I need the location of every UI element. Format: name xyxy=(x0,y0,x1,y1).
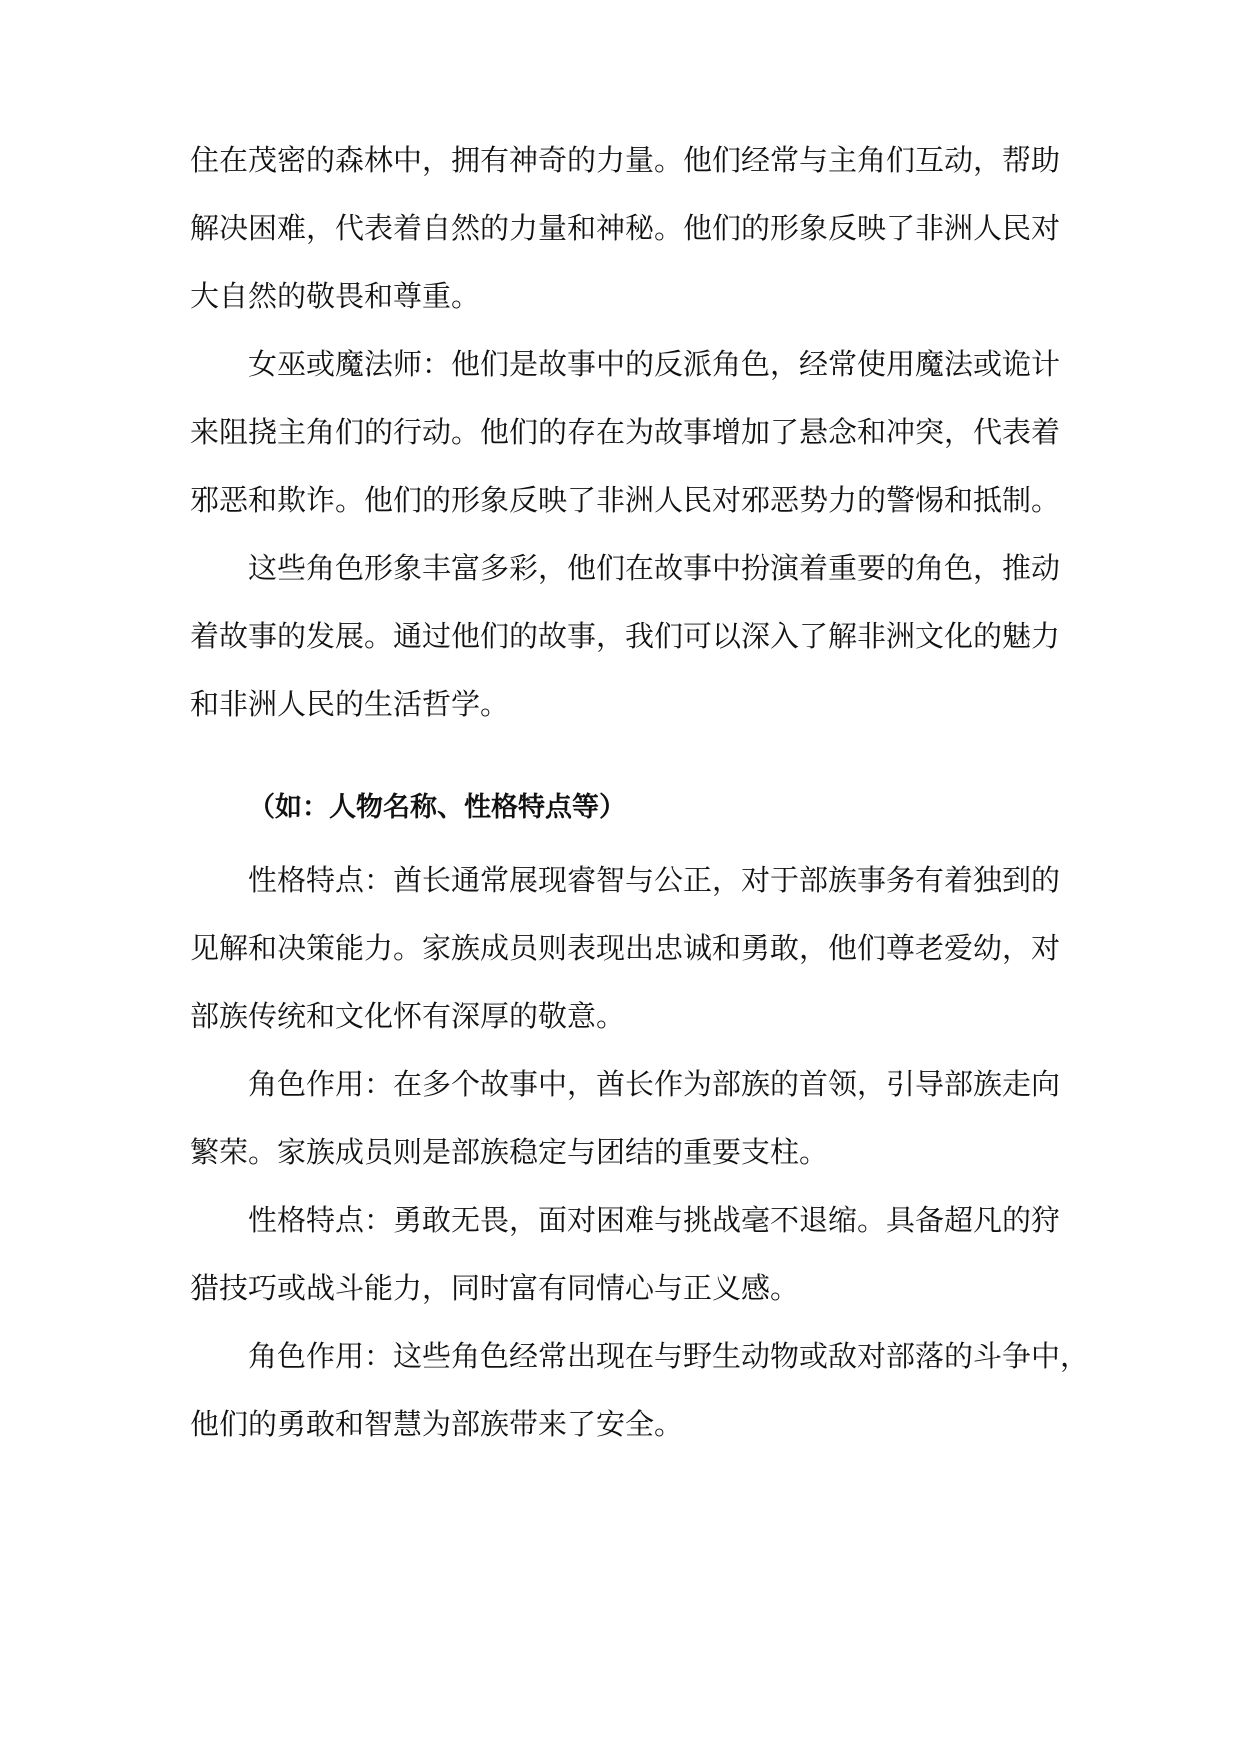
paragraph-line: 性格特点：酋长通常展现睿智与公正，对于部族事务有着独到的 xyxy=(248,863,1061,897)
paragraph-line: 解决困难，代表着自然的力量和神秘。他们的形象反映了非洲人民对 xyxy=(190,211,1061,245)
paragraph-line: 性格特点：勇敢无畏，面对困难与挑战毫不退缩。具备超凡的狩 xyxy=(248,1203,1061,1237)
paragraph-line: 角色作用：这些角色经常出现在与野生动物或敌对部落的斗争中， xyxy=(248,1339,1090,1373)
section-heading: （如：人物名称、性格特点等） xyxy=(248,792,626,823)
paragraph-line: 这些角色形象丰富多彩，他们在故事中扮演着重要的角色，推动 xyxy=(248,551,1061,585)
paragraph-line: 他们的勇敢和智慧为部族带来了安全。 xyxy=(190,1407,684,1441)
paragraph-line: 部族传统和文化怀有深厚的敬意。 xyxy=(190,999,626,1033)
paragraph-line: 猎技巧或战斗能力，同时富有同情心与正义感。 xyxy=(190,1271,800,1305)
paragraph-line: 来阻挠主角们的行动。他们的存在为故事增加了悬念和冲突，代表着 xyxy=(190,415,1061,449)
paragraph-line: 着故事的发展。通过他们的故事，我们可以深入了解非洲文化的魅力 xyxy=(190,619,1061,653)
paragraph-line: 见解和决策能力。家族成员则表现出忠诚和勇敢，他们尊老爱幼，对 xyxy=(190,931,1061,965)
paragraph-line: 繁荣。家族成员则是部族稳定与团结的重要支柱。 xyxy=(190,1135,829,1169)
paragraph-line: 和非洲人民的生活哲学。 xyxy=(190,687,510,721)
paragraph-line: 住在茂密的森林中，拥有神奇的力量。他们经常与主角们互动，帮助 xyxy=(190,143,1061,177)
paragraph-line: 邪恶和欺诈。他们的形象反映了非洲人民对邪恶势力的警惕和抵制。 xyxy=(190,483,1061,517)
paragraph-line: 大自然的敬畏和尊重。 xyxy=(190,279,481,313)
paragraph-line: 角色作用：在多个故事中，酋长作为部族的首领，引导部族走向 xyxy=(248,1067,1061,1101)
paragraph-line: 女巫或魔法师：他们是故事中的反派角色，经常使用魔法或诡计 xyxy=(248,347,1061,381)
